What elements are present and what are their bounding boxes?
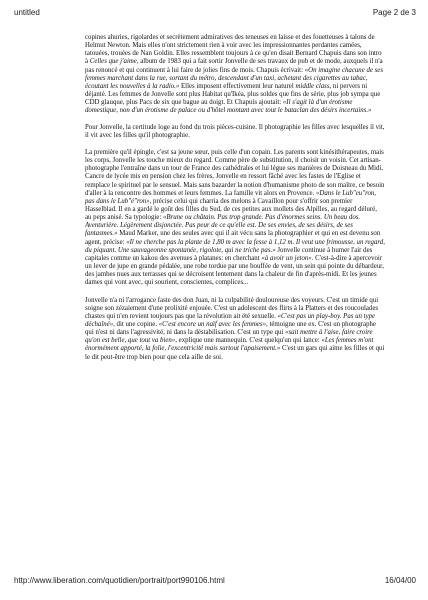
text-run: , témoigne une ex. C'est un photographe qui n'est ni dans l'agressivité, ni dans la déstabilisation. C'est un type qui	[85, 321, 376, 337]
text-run: La première qu'il épingle, c'est sa jeune sœur, puis celle d'un copain. Les parents sont kinésithérapeutes, mais les corps, Jonvelle les touche mieux du regard. Comme père de substitution, il choisit un voisin. Cet artisan-photographe l'entraîne dans un tour de France des cathédrales et lui légue ses manières de Doisneau du Midi. Cancre de lycée mis en pension chez les frères, Jonvelle en ressort fâché avec les fastes de l'Eglise et remplace le spirituel par le sensuel. Mais sans bazarder la notion d'humanisme photo de son maître, ce besoin d'aller à la rencontre des hommes et leurs femmes. La famille vit alors en Provence.	[85, 148, 385, 197]
text-run: C'est un gars qui aime les filles et qui le dit peut-être trop bien pour que cela aille de soi.	[85, 345, 385, 361]
italic-quote: «Dans le Lub"eu"ron, pas dans le Lub"é"ron»	[85, 189, 377, 205]
text-run: copines ahuries, rigolardes et secrètement admiratives des teneuses en laisse et des fouetteuses à talons de Helmut Newton. Mais elles n'ont strictement rien à voir avec les impressionnantes perdantes camées, tatouées, trouées de Nan Goldin. Elles ressemblent toujours à ce qu'en disait Bernard Chapuis dans son intro à	[85, 34, 382, 66]
page-number: Page 2 de 3	[372, 8, 416, 17]
text-run: . C'est-à-dire à apercevoir un lever de jupe en grande pédalée, une robe tordue par une bouffée de vent, un sein qui pointe du débardeur, des jambes nues aux terrasses qui se décroisent lentement dans la chaleur de fin d'après-midi. Et les jeunes dames qui vont avec, qui sourient, conscientes, complices...	[85, 254, 384, 287]
italic-quote: «Brune ou châtain. Pas trop grande. Pas d'énormes seins. Un beau dos. Aventurière. Légèrement disjonctée. Pas peur de ce qu'elle est. De ses envies, de ses désirs, de ses fantasmes.»	[85, 214, 361, 238]
italic-quote: middle class	[295, 82, 330, 90]
text-run: Elles imposent effectivement leur naturel	[179, 82, 296, 90]
italic-quote: «à avoir un jeton»	[261, 254, 312, 262]
page-footer	[0, 576, 428, 588]
text-run: , album de 1983 qui a fait sortir Jonvelle de ses travaux de pub et de mode, auxquels il n'a pas renoncé et qui continuent à lui faire de jolies fins de mois. Chapuis écrivait:	[85, 58, 383, 74]
italic-quote: «Il s'agit là d'un érotisme domestique, non d'un érotisme de palace ou d'hôtel montant avec tout le bataclan des désirs incertains.»	[85, 99, 372, 115]
italic-quote: «Les femmes m'ont énormément apporté, la folie, l'excentricité mais surtout l'apaisement.»	[85, 337, 374, 353]
text-run: , explique une mannequin. C'est quelqu'un qui lance:	[175, 337, 322, 345]
text-run: Jonvelle n'a ni l'arrogance faste des don Juan, ni la culpabilité douloureuse des voyeurs. C'est un timide qui soigne son zézaiement d'une prolixité enjouée. C'est un adolescent des flirts à la Platters et des roucoulades chastes qui n'en revient toujours pas que la révolution ait été sexuelle.	[85, 296, 379, 320]
paragraph	[85, 297, 385, 362]
text-run: , ni pervers ni déjanté. Les femmes de Jonvelle sont plus Habitat qu'Ikéa, plus soldes que fins de série, plus job sympa que CDD glauque, plus Pacs de six que bague au doigt. Et Chapuis ajoutait:	[85, 82, 381, 107]
document-title: untitled	[14, 8, 40, 17]
paragraph	[85, 34, 385, 116]
article-body	[85, 34, 385, 369]
text-run: , précise celui qui charria des melons à Cavaillon pour s'offrir son premier Hasselblad. Il en a gardé le goût des filles du Sud, de ces petites aux mollets des Alpilles, au regard déluré, au peps anisé. Sa typologie:	[85, 197, 377, 222]
text-run: Maud Marker, une des seules avec qui il ait vécu sans la photographier et qui en est devenu son agent, précise:	[85, 230, 381, 246]
italic-quote: «On imagine chacune de ses femmes marchant dans la rue, sortant du métro, descendant d'un taxi, achetant des cigarettes au tabac, écoutant les nouvelles à la radio.»	[85, 66, 384, 90]
italic-quote: Celles que j'aime	[89, 58, 137, 66]
text-run: , dit une copine.	[113, 321, 159, 328]
paragraph	[85, 124, 385, 140]
text-run: Pour Jonvelle, la certitude loge au fond du trois pièces-cuisine. Il photographie les filles avec lesquelles il vit, il vit avec les filles qu'il photographie.	[85, 123, 385, 139]
italic-quote: «C'est pas un play-boy. Pas un type déchaîné»	[85, 312, 376, 328]
italic-quote: «Il ne cherche pas la plante de 1,80 m avec la fesse à 1,12 m. Il veut une frimousse, un regard, du piquant. Une sauvageonne spontanée, rigolote, qui ne triche pas.»	[85, 238, 385, 254]
paragraph	[85, 149, 385, 288]
italic-quote: «sait mettre à l'aise, faire croire qu'on est belle, que tout va bien»	[85, 329, 373, 345]
print-date: 16/04/00	[384, 576, 416, 585]
page-header	[0, 8, 428, 20]
italic-quote: «C'est encore un naïf avec les femmes»	[158, 321, 267, 328]
text-run: Jonvelle continue à humer l'air des capitales comme un kakou des avenues à platanes: en cherchant	[85, 246, 373, 262]
source-url: http://www.liberation.com/quotidien/portrait/port990106.html	[14, 576, 225, 585]
